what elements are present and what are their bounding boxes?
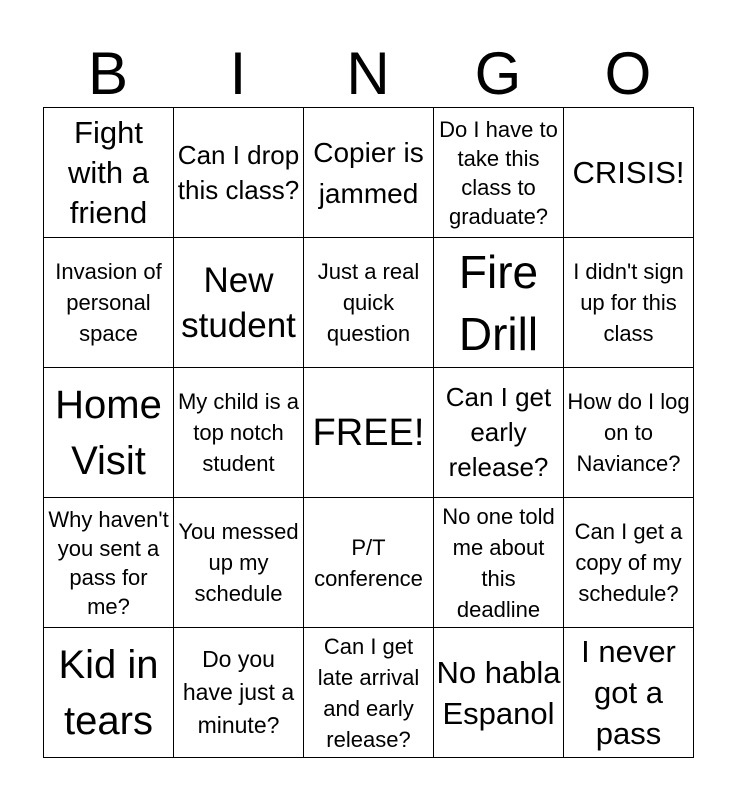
bingo-cell-2-1[interactable] (44, 238, 174, 368)
header-letter-g: G (474, 40, 522, 107)
bingo-cell-5-3[interactable] (304, 628, 434, 758)
bingo-header (43, 42, 693, 106)
bingo-cell-5-1[interactable] (44, 628, 174, 758)
bingo-cell-5-2[interactable] (174, 628, 304, 758)
bingo-cell-4-3[interactable] (304, 498, 434, 628)
bingo-cell-2-4[interactable] (434, 238, 564, 368)
cell-text: I didn't sign up for this class (573, 259, 684, 346)
cell-text: CRISIS! (572, 154, 685, 190)
bingo-cell-1-5[interactable] (564, 108, 694, 238)
header-letter-b: B (87, 40, 129, 107)
cell-text: Can I get a copy of my schedule? (574, 519, 683, 606)
bingo-cell-3-2[interactable] (174, 368, 304, 498)
cell-text: Why haven't you sent a pass for me? (48, 506, 169, 619)
bingo-cell-3-1[interactable] (44, 368, 174, 498)
bingo-cell-4-2[interactable] (174, 498, 304, 628)
cell-text: Invasion of personal space (55, 259, 162, 346)
bingo-cell-1-1[interactable] (44, 108, 174, 238)
bingo-cell-2-3[interactable] (304, 238, 434, 368)
cell-text: My child is a top notch student (177, 389, 300, 476)
cell-text: Do you have just a minute? (182, 646, 295, 738)
header-letter-n: N (346, 40, 390, 107)
bingo-cell-5-4[interactable] (434, 628, 564, 758)
bingo-cell-1-2[interactable] (174, 108, 304, 238)
cell-text: How do I log on to Naviance? (567, 389, 690, 476)
bingo-cell-3-4[interactable] (434, 368, 564, 498)
cell-text: You messed up my schedule (178, 519, 299, 606)
bingo-cell-3-5[interactable] (564, 368, 694, 498)
cell-text: Fire Drill (458, 245, 539, 360)
cell-text: FREE! (312, 411, 425, 454)
cell-text: Just a real quick question (317, 259, 420, 346)
header-letter-o: O (604, 40, 652, 107)
cell-text: Fight with a friend (68, 114, 149, 230)
bingo-cell-2-2[interactable] (174, 238, 304, 368)
cell-text: Do I have to take this class to graduate? (439, 116, 558, 229)
cell-text: New student (181, 260, 296, 345)
cell-text: Can I drop this class? (177, 139, 300, 205)
bingo-cell-1-3[interactable] (304, 108, 434, 238)
cell-text: Kid in tears (58, 642, 159, 743)
bingo-cell-5-5[interactable] (564, 628, 694, 758)
cell-text: No habla Espanol (436, 654, 561, 731)
cell-text: I never got a pass (581, 634, 676, 751)
cell-text: Can I get late arrival and early release? (317, 633, 420, 752)
bingo-cell-4-5[interactable] (564, 498, 694, 628)
bingo-cell-4-1[interactable] (44, 498, 174, 628)
cell-text: No one told me about this deadline (442, 503, 555, 622)
bingo-board (43, 107, 694, 758)
cell-text: Copier is jammed (313, 136, 424, 209)
bingo-cell-4-4[interactable] (434, 498, 564, 628)
bingo-cell-3-3[interactable] (304, 368, 434, 498)
bingo-cell-2-5[interactable] (564, 238, 694, 368)
cell-text: Can I get early release? (445, 382, 552, 482)
header-letter-i: I (229, 40, 247, 107)
cell-text: P/T conference (314, 534, 423, 591)
bingo-cell-1-4[interactable] (434, 108, 564, 238)
cell-text: Home Visit (55, 382, 162, 483)
